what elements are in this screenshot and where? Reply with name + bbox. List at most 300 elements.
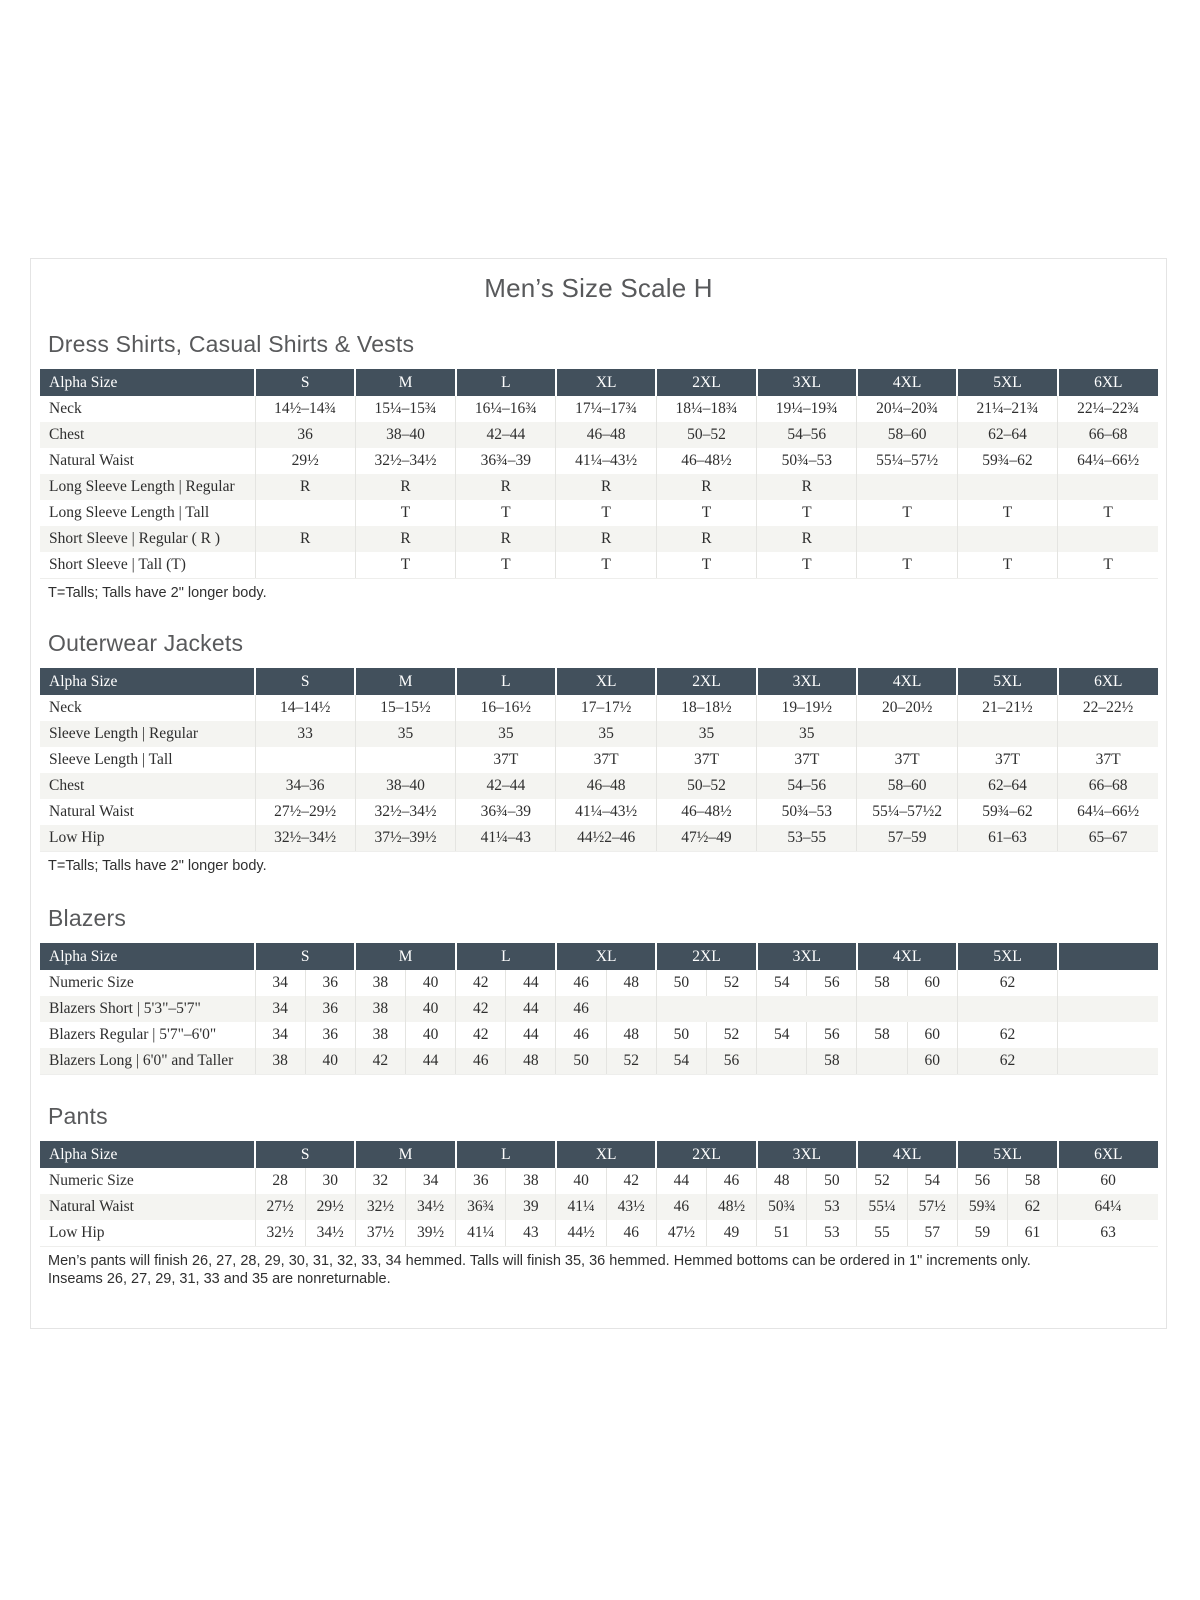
size-cell: 18–18½	[656, 695, 756, 721]
size-cell-left: 40	[556, 1168, 606, 1194]
column-header-label: Alpha Size	[40, 943, 255, 970]
size-cell: R	[556, 474, 656, 500]
size-cell-pair	[657, 1194, 756, 1220]
size-cell: 14–14½	[255, 695, 355, 721]
size-cell: 55¼–57½	[857, 448, 957, 474]
size-cell-left	[857, 1048, 907, 1074]
size-cell-right: 40	[322, 1052, 338, 1069]
size-cell	[556, 1022, 656, 1048]
row-label: Chest	[49, 426, 85, 443]
size-cell	[957, 1220, 1057, 1247]
size-cell	[857, 1168, 957, 1194]
column-header: XL	[556, 1141, 656, 1168]
size-cell: 37½–39½	[355, 825, 455, 852]
section-heading-blazers: Blazers	[48, 905, 127, 931]
size-cell-left: 50	[657, 1022, 707, 1048]
row-label: Natural Waist	[49, 452, 134, 469]
size-cell	[556, 1048, 656, 1075]
section-outerwear-jackets	[31, 630, 1166, 875]
table-row	[40, 526, 1158, 552]
sections	[31, 331, 1166, 1288]
size-cell: T	[656, 500, 756, 526]
size-cell	[857, 1022, 957, 1048]
size-cell: 50¾–53	[757, 799, 857, 825]
size-cell-right: 52	[723, 974, 740, 991]
size-cell-pair	[857, 1194, 956, 1220]
size-cell: 27½–29½	[255, 799, 355, 825]
size-cell-right: 40	[422, 974, 439, 991]
column-header: 4XL	[857, 1141, 957, 1168]
column-header: S	[255, 1141, 355, 1168]
column-header: L	[456, 668, 556, 695]
column-header: 5XL	[957, 1141, 1057, 1168]
size-cell-left: 41¼	[456, 1220, 506, 1246]
size-cell-left: 34	[256, 996, 306, 1022]
size-cell-right: 57½	[918, 1198, 946, 1215]
size-cell: T	[556, 500, 656, 526]
size-cell-right: 43	[523, 1224, 539, 1241]
column-header: 2XL	[656, 1141, 756, 1168]
size-cell: 59¾–62	[957, 799, 1057, 825]
size-cell-right: 52	[723, 1026, 740, 1043]
size-cell: R	[355, 474, 455, 500]
size-cell: 62	[957, 1048, 1057, 1075]
size-cell	[957, 996, 1057, 1022]
size-cell	[556, 996, 656, 1022]
section-pants	[31, 1103, 1166, 1288]
header-row	[40, 943, 1158, 970]
size-cell-left: 28	[256, 1168, 306, 1194]
table-row	[40, 500, 1158, 526]
size-cell: 16¼–16¾	[456, 396, 556, 422]
column-header: L	[456, 1141, 556, 1168]
size-cell-right: 48	[623, 1026, 639, 1043]
size-cell: 66–68	[1058, 773, 1158, 799]
size-cell	[255, 970, 355, 996]
column-header-label: Alpha Size	[40, 369, 255, 396]
size-cell: 42–44	[456, 773, 556, 799]
column-header: 3XL	[757, 1141, 857, 1168]
size-cell-left: 38	[356, 970, 406, 996]
size-cell-pair	[356, 970, 455, 996]
table-row	[40, 422, 1158, 448]
size-cell	[456, 1048, 556, 1075]
size-cell-left: 46	[456, 1048, 506, 1074]
size-cell-right: 44	[523, 974, 539, 991]
size-cell-left: 56	[958, 1168, 1008, 1194]
row-label: Blazers Regular | 5'7"–6'0"	[49, 1026, 217, 1043]
size-cell: 63	[1058, 1220, 1158, 1247]
row-label: Sleeve Length | Tall	[49, 751, 173, 768]
size-cell	[1058, 1048, 1158, 1075]
size-cell: T	[1058, 552, 1158, 579]
table-row	[40, 695, 1158, 721]
size-cell	[355, 970, 455, 996]
size-cell-right: 30	[322, 1172, 338, 1189]
size-cell-right: 44	[523, 1026, 539, 1043]
size-cell-left: 42	[456, 1022, 506, 1048]
size-cell	[857, 1048, 957, 1075]
size-cell-right: 38	[523, 1172, 539, 1189]
row-label: Long Sleeve Length | Regular	[49, 478, 235, 495]
size-cell-pair	[356, 1220, 455, 1246]
size-cell: T	[857, 552, 957, 579]
size-cell-right: 46	[723, 1172, 740, 1189]
size-cell	[857, 721, 957, 747]
size-cell-pair	[958, 1168, 1057, 1194]
size-cell-pair	[456, 996, 555, 1022]
column-header: S	[255, 943, 355, 970]
table-row	[40, 721, 1158, 747]
size-cell-left: 34	[256, 970, 306, 996]
row-label: Numeric Size	[49, 974, 134, 991]
size-cell-right: 39	[523, 1198, 539, 1215]
size-cell: 37T	[456, 747, 556, 773]
size-cell-left: 46	[657, 1194, 707, 1220]
size-cell-left: 55¼	[857, 1194, 907, 1220]
row-label: Natural Waist	[49, 803, 134, 820]
size-table-outerwear-jackets	[40, 668, 1158, 852]
size-cell-left: 44½	[556, 1220, 606, 1246]
section-heading-dress-shirts: Dress Shirts, Casual Shirts & Vests	[48, 331, 415, 357]
size-cell-right: 36	[322, 1026, 338, 1043]
row-label: Short Sleeve | Regular ( R )	[49, 530, 220, 547]
size-cell: 64¼–66½	[1058, 448, 1158, 474]
header-row	[40, 369, 1158, 396]
size-cell-pair	[556, 996, 655, 1022]
size-cell-right: 61	[1024, 1224, 1041, 1241]
size-cell	[255, 747, 355, 773]
size-cell: 38–40	[355, 422, 455, 448]
size-cell: R	[456, 526, 556, 552]
size-cell-pair	[556, 1168, 655, 1194]
column-header: 5XL	[957, 369, 1057, 396]
size-cell-pair	[256, 970, 355, 996]
size-cell-left: 46	[556, 996, 606, 1022]
header-row	[40, 668, 1158, 695]
size-cell-left: 27½	[256, 1194, 306, 1220]
document-card	[30, 258, 1167, 1329]
size-cell-pair	[657, 970, 756, 996]
size-cell	[1058, 1022, 1158, 1048]
size-cell	[857, 970, 957, 996]
row-label: Sleeve Length | Regular	[49, 725, 199, 742]
size-cell: 41¼–43½	[556, 799, 656, 825]
size-cell-pair	[556, 1194, 655, 1220]
size-cell	[656, 1168, 756, 1194]
size-cell: R	[255, 474, 355, 500]
size-cell-pair	[456, 1194, 555, 1220]
size-cell: 22¼–22¾	[1058, 396, 1158, 422]
table-row	[40, 396, 1158, 422]
size-cell-left: 41¼	[556, 1194, 606, 1220]
size-cell-pair	[757, 1220, 856, 1246]
column-header: 3XL	[757, 369, 857, 396]
size-cell: R	[757, 474, 857, 500]
size-cell-left: 42	[456, 970, 506, 996]
size-cell	[355, 1194, 455, 1220]
size-cell: T	[656, 552, 756, 579]
size-table-pants	[40, 1141, 1158, 1247]
size-cell: R	[255, 526, 355, 552]
footnote-dress-shirts-0: T=Talls; Talls have 2" longer body.	[48, 585, 267, 601]
size-cell	[355, 996, 455, 1022]
size-cell	[355, 1022, 455, 1048]
size-cell	[757, 970, 857, 996]
size-table-dress-shirts	[40, 369, 1158, 579]
size-cell: 62–64	[957, 422, 1057, 448]
row-label: Numeric Size	[49, 1172, 134, 1189]
row-label: Long Sleeve Length | Tall	[49, 504, 210, 521]
size-cell-pair	[657, 1022, 756, 1048]
size-cell-left: 38	[356, 1022, 406, 1048]
size-cell-pair	[857, 1220, 956, 1246]
size-cell: 35	[556, 721, 656, 747]
table-row	[40, 1220, 1158, 1247]
size-cell	[656, 1220, 756, 1247]
size-cell-right: 53	[824, 1224, 840, 1241]
size-cell	[1058, 474, 1158, 500]
size-cell-pair	[456, 970, 555, 996]
size-cell: 15–15½	[355, 695, 455, 721]
size-cell: 17¼–17¾	[556, 396, 656, 422]
size-cell: 37T	[656, 747, 756, 773]
column-header: 4XL	[857, 369, 957, 396]
column-header-label: Alpha Size	[40, 668, 255, 695]
size-cell: 35	[456, 721, 556, 747]
size-cell: 44½2–46	[556, 825, 656, 852]
size-cell-right: 39½	[417, 1224, 445, 1241]
size-cell	[757, 1022, 857, 1048]
size-cell	[556, 1220, 656, 1247]
size-cell: 18¼–18¾	[656, 396, 756, 422]
size-cell	[456, 970, 556, 996]
size-cell: R	[656, 526, 756, 552]
size-cell: T	[857, 500, 957, 526]
size-cell: 59¾–62	[957, 448, 1057, 474]
size-cell: 50–52	[656, 773, 756, 799]
size-cell: T	[456, 552, 556, 579]
column-header: M	[355, 1141, 455, 1168]
column-header: S	[255, 668, 355, 695]
table-row	[40, 474, 1158, 500]
column-header-label: Alpha Size	[40, 1141, 255, 1168]
size-cell: 20–20½	[857, 695, 957, 721]
size-cell	[656, 1048, 756, 1075]
size-cell: 19–19½	[757, 695, 857, 721]
row-label: Low Hip	[40, 825, 255, 852]
size-cell-right: 43½	[617, 1198, 645, 1215]
size-cell: 35	[355, 721, 455, 747]
size-cell: R	[656, 474, 756, 500]
size-cell: 58–60	[857, 773, 957, 799]
size-cell: 37T	[556, 747, 656, 773]
size-cell-pair	[556, 1220, 655, 1246]
size-cell-left: 36¾	[456, 1194, 506, 1220]
size-cell: 64¼–66½	[1058, 799, 1158, 825]
size-cell	[857, 474, 957, 500]
table-row	[40, 970, 1158, 996]
size-cell-pair	[256, 1194, 355, 1220]
table-row	[40, 747, 1158, 773]
column-header: 4XL	[857, 943, 957, 970]
size-cell	[957, 526, 1057, 552]
size-cell: 46–48	[556, 422, 656, 448]
size-cell-left: 50	[556, 1048, 606, 1074]
size-cell: 20¼–20¾	[857, 396, 957, 422]
table-row	[40, 552, 1158, 579]
size-cell-right: 60	[924, 974, 940, 991]
size-cell-right: 54	[924, 1172, 940, 1189]
size-cell: 32½–34½	[355, 448, 455, 474]
size-cell-right: 52	[623, 1052, 639, 1069]
size-cell: 57–59	[857, 825, 957, 852]
size-table-blazers	[40, 943, 1158, 1075]
size-cell-pair	[456, 1168, 555, 1194]
size-cell-left: 38	[356, 996, 406, 1022]
size-cell: 54–56	[757, 422, 857, 448]
size-cell: 50–52	[656, 422, 756, 448]
size-cell: 38–40	[355, 773, 455, 799]
size-cell: 62	[957, 970, 1057, 996]
size-cell	[857, 526, 957, 552]
size-cell-right: 29½	[316, 1198, 344, 1215]
page-title: Men’s Size Scale H	[484, 273, 713, 303]
size-cell	[255, 1168, 355, 1194]
table-row	[40, 773, 1158, 799]
size-cell-right: 56	[824, 974, 840, 991]
size-cell-right: 36	[322, 1000, 338, 1017]
size-cell-right: 36	[322, 974, 338, 991]
size-cell-pair	[958, 1220, 1057, 1246]
column-header: XL	[556, 369, 656, 396]
size-cell: 53–55	[757, 825, 857, 852]
size-cell: T	[1058, 500, 1158, 526]
size-cell-left: 50¾	[757, 1194, 807, 1220]
row-label: Chest	[49, 777, 85, 794]
size-cell: T	[957, 500, 1057, 526]
table-row	[40, 1168, 1158, 1194]
table-row	[40, 799, 1158, 825]
column-header: 2XL	[656, 369, 756, 396]
size-cell	[255, 1194, 355, 1220]
size-cell-right: 42	[623, 1172, 639, 1189]
size-cell-left: 44	[657, 1168, 707, 1194]
size-cell	[255, 552, 355, 579]
size-cell-pair	[356, 1168, 455, 1194]
size-cell	[656, 996, 756, 1022]
size-cell-left: 47½	[657, 1220, 707, 1246]
size-cell-right: 40	[422, 1026, 439, 1043]
size-cell-right: 44	[422, 1052, 439, 1069]
size-cell-pair	[256, 1168, 355, 1194]
size-cell-left: 59¾	[958, 1194, 1008, 1220]
size-cell-right	[607, 996, 656, 1022]
row-label: Neck	[49, 699, 82, 716]
size-cell: 62	[957, 1022, 1057, 1048]
table-row	[40, 448, 1158, 474]
size-cell	[1058, 526, 1158, 552]
size-cell-pair	[256, 996, 355, 1022]
size-cell: 14½–14¾	[255, 396, 355, 422]
size-cell: 16–16½	[456, 695, 556, 721]
column-header: 2XL	[656, 668, 756, 695]
size-cell: 32½–34½	[255, 825, 355, 852]
size-cell	[757, 996, 857, 1022]
size-cell-right: 58	[1024, 1172, 1041, 1189]
size-cell	[556, 970, 656, 996]
size-cell-left: 48	[757, 1168, 807, 1194]
size-cell-pair	[657, 1168, 756, 1194]
size-cell: 29½	[255, 448, 355, 474]
size-cell: 37T	[957, 747, 1057, 773]
size-cell	[255, 1048, 355, 1075]
size-cell: T	[757, 552, 857, 579]
table-row	[40, 825, 1158, 852]
size-cell-left: 38	[256, 1048, 306, 1074]
column-header: L	[456, 943, 556, 970]
section-heading-pants: Pants	[48, 1103, 108, 1129]
column-header	[1058, 943, 1158, 970]
column-header: M	[355, 668, 455, 695]
size-cell: 61–63	[957, 825, 1057, 852]
size-cell-left: 55	[857, 1220, 907, 1246]
footnote-outerwear-jackets-0: T=Talls; Talls have 2" longer body.	[48, 858, 267, 874]
size-cell-pair	[757, 1194, 856, 1220]
section-blazers	[31, 905, 1166, 1075]
size-cell	[656, 1022, 756, 1048]
size-cell	[857, 1194, 957, 1220]
size-cell-pair	[657, 1220, 756, 1246]
size-cell-left: 32½	[256, 1220, 306, 1246]
size-cell	[757, 1194, 857, 1220]
size-cell-pair	[657, 1048, 756, 1074]
size-cell: 65–67	[1058, 825, 1158, 852]
size-cell-pair	[356, 1022, 455, 1048]
size-cell-left: 54	[757, 970, 807, 996]
size-cell-right: 49	[723, 1224, 740, 1241]
size-cell-left: 58	[857, 970, 907, 996]
footnote-pants-0: Men’s pants will finish 26, 27, 28, 29, 30, 31, 32, 33, 34 hemmed. Talls will finish 35, 36 hemmed. Hemmed bottoms can be ordered in 1" increments only.	[48, 1253, 1031, 1269]
size-cell: 66–68	[1058, 422, 1158, 448]
size-cell	[857, 996, 957, 1022]
size-cell-right: 60	[924, 1026, 940, 1043]
size-cell-left: 36	[456, 1168, 506, 1194]
section-dress-shirts	[31, 331, 1166, 602]
size-cell	[957, 721, 1057, 747]
size-cell-left: 34	[256, 1022, 306, 1048]
size-cell	[757, 1168, 857, 1194]
size-cell-pair	[857, 1022, 956, 1048]
size-cell-left: 54	[657, 1048, 707, 1074]
size-cell: 64¼	[1058, 1194, 1158, 1220]
size-cell-left: 54	[757, 1022, 807, 1048]
size-cell	[355, 1048, 455, 1075]
column-header: 5XL	[957, 668, 1057, 695]
size-cell-left: 50	[657, 970, 707, 996]
size-cell: R	[757, 526, 857, 552]
size-cell: 37T	[1058, 747, 1158, 773]
size-cell: 36	[255, 422, 355, 448]
size-cell: 22–22½	[1058, 695, 1158, 721]
size-cell: T	[556, 552, 656, 579]
size-cell	[255, 500, 355, 526]
size-cell: 47½–49	[656, 825, 756, 852]
size-cell-right: 34	[422, 1172, 439, 1189]
column-header: 4XL	[857, 668, 957, 695]
size-cell	[1058, 996, 1158, 1022]
size-cell-left: 32	[356, 1168, 406, 1194]
